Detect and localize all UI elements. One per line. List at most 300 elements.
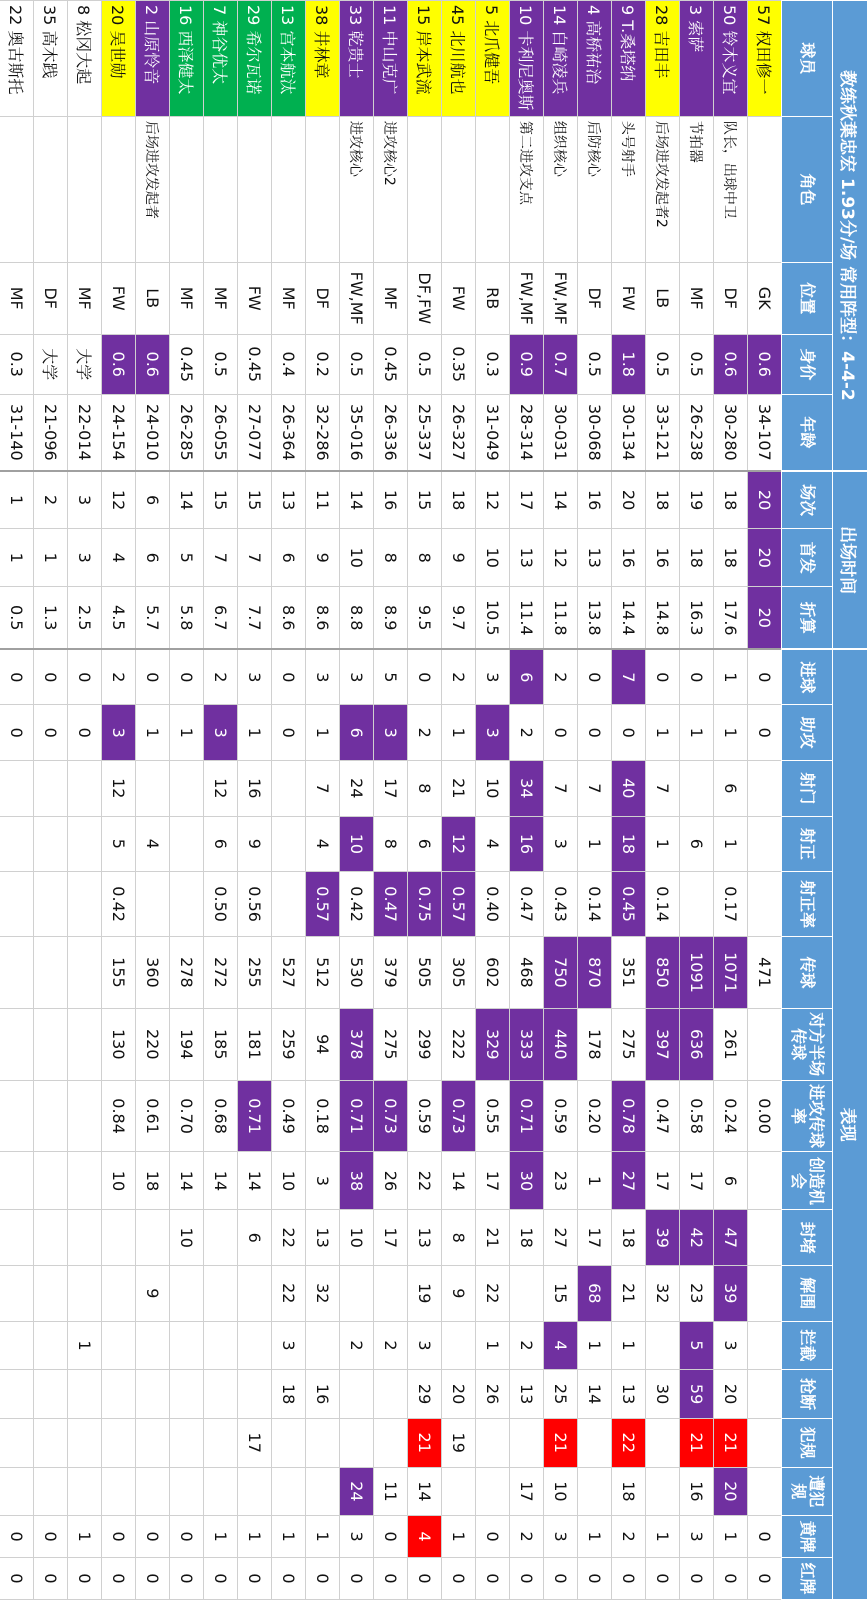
- stat-cell-role: 进攻核心: [340, 116, 374, 262]
- stat-cell-sotr: 0.47: [374, 872, 408, 937]
- table-row: [0, 1, 34, 1600]
- player-name-cell: 35 高木践: [34, 1, 68, 117]
- stat-cell-atkr: [68, 1080, 102, 1152]
- stat-cell-sot: 12: [442, 816, 476, 872]
- stat-cell-sotr: 0.50: [204, 872, 238, 937]
- player-name-cell: 8 松冈大起: [68, 1, 102, 117]
- stat-cell-shots: [272, 760, 306, 816]
- stat-cell-rc: 0: [748, 1557, 782, 1599]
- column-header: 射正: [782, 816, 833, 872]
- stat-cell-passes: 527: [272, 937, 306, 1009]
- stat-cell-age: 31-049: [476, 394, 510, 471]
- stat-cell-shots: [136, 760, 170, 816]
- stat-cell-sotr: 0.75: [408, 872, 442, 937]
- stat-cell-yc: 4: [408, 1516, 442, 1558]
- stat-cell-val: 0.6: [102, 334, 136, 394]
- stat-cell-sotr: 0.57: [442, 872, 476, 937]
- stat-cell-sot: [748, 816, 782, 872]
- stat-cell-passes: 602: [476, 937, 510, 1009]
- stat-cell-age: 21-096: [34, 394, 68, 471]
- stat-cell-clear: [748, 1266, 782, 1322]
- stat-cell-atkr: 0.49: [272, 1080, 306, 1152]
- stat-cell-clear: [170, 1266, 204, 1322]
- stat-cell-sot: 8: [374, 816, 408, 872]
- stat-cell-atkr: 0.58: [680, 1080, 714, 1152]
- stat-cell-tackles: [204, 1370, 238, 1419]
- stat-cell-clear: [102, 1266, 136, 1322]
- stat-cell-starts: 1: [34, 529, 68, 587]
- stat-cell-opphalf: 440: [544, 1008, 578, 1080]
- stat-cell-shots: [34, 760, 68, 816]
- stat-cell-pos: FW,MF: [340, 262, 374, 334]
- stat-cell-yc: 1: [238, 1516, 272, 1558]
- table-row: [68, 1, 102, 1600]
- table-row: [374, 1, 408, 1600]
- stat-cell-role: 进攻核心2: [374, 116, 408, 262]
- stat-cell-starts: 1: [0, 529, 34, 587]
- stat-cell-clear: 32: [646, 1266, 680, 1322]
- stat-cell-role: [238, 116, 272, 262]
- stat-cell-chances: [748, 1152, 782, 1210]
- stat-cell-shots: 16: [238, 760, 272, 816]
- stat-cell-apps: 15: [238, 471, 272, 529]
- stat-cell-sot: [34, 816, 68, 872]
- header-row-columns: [782, 1, 833, 1600]
- stat-cell-age: 34-107: [748, 394, 782, 471]
- stat-cell-atkr: 0.68: [204, 1080, 238, 1152]
- stat-cell-tackles: [0, 1370, 34, 1419]
- stat-cell-inter: 4: [544, 1321, 578, 1370]
- stat-cell-sotr: 0.43: [544, 872, 578, 937]
- stat-cell-sotr: [170, 872, 204, 937]
- stat-cell-atkr: 0.59: [408, 1080, 442, 1152]
- stat-cell-fouls: [748, 1418, 782, 1467]
- player-name-cell: 10 卡利尼奥斯: [510, 1, 544, 117]
- stat-cell-age: 27-077: [238, 394, 272, 471]
- stat-cell-clear: [0, 1266, 34, 1322]
- stat-cell-sot: 4: [476, 816, 510, 872]
- stat-cell-fouls: 21: [544, 1418, 578, 1467]
- stat-cell-fouled: [272, 1467, 306, 1516]
- stat-cell-inter: 5: [680, 1321, 714, 1370]
- stat-cell-fouled: [34, 1467, 68, 1516]
- column-header: 对方半场传球: [782, 1008, 833, 1080]
- stat-cell-pos: RB: [476, 262, 510, 334]
- stat-cell-inter: 3: [714, 1321, 748, 1370]
- stat-cell-opphalf: 378: [340, 1008, 374, 1080]
- stat-cell-inter: 2: [510, 1321, 544, 1370]
- table-row: [612, 1, 646, 1600]
- table-row: [476, 1, 510, 1600]
- stat-cell-sot: 5: [102, 816, 136, 872]
- stat-cell-atkr: [0, 1080, 34, 1152]
- stat-cell-shots: 6: [714, 760, 748, 816]
- stat-cell-rc: 0: [34, 1557, 68, 1599]
- stat-cell-rc: 0: [68, 1557, 102, 1599]
- stat-cell-blocks: 13: [408, 1210, 442, 1266]
- column-header: 拦截: [782, 1321, 833, 1370]
- stat-cell-sotr: [748, 872, 782, 937]
- stat-cell-opphalf: 261: [714, 1008, 748, 1080]
- stat-cell-starts: 3: [68, 529, 102, 587]
- stat-cell-sot: 1: [578, 816, 612, 872]
- stat-cell-role: 队长，出球中卫: [714, 116, 748, 262]
- stat-cell-fouled: 10: [544, 1467, 578, 1516]
- stat-cell-pos: FW: [102, 262, 136, 334]
- stat-cell-val: 大学: [34, 334, 68, 394]
- stat-cell-opphalf: 397: [646, 1008, 680, 1080]
- stat-cell-assists: 1: [646, 705, 680, 761]
- stat-cell-pos: MF: [0, 262, 34, 334]
- stat-cell-goals: 2: [544, 649, 578, 705]
- stat-cell-passes: 351: [612, 937, 646, 1009]
- stat-cell-fouls: 22: [612, 1418, 646, 1467]
- stat-cell-inter: 3: [272, 1321, 306, 1370]
- stat-cell-fouled: [306, 1467, 340, 1516]
- stat-cell-starts: 10: [340, 529, 374, 587]
- table-row: [646, 1, 680, 1600]
- stat-cell-yc: 0: [136, 1516, 170, 1558]
- stat-cell-inter: [646, 1321, 680, 1370]
- stat-cell-val: 1.8: [612, 334, 646, 394]
- stat-cell-fouls: [374, 1418, 408, 1467]
- stat-cell-rc: 0: [646, 1557, 680, 1599]
- stat-cell-goals: 3: [306, 649, 340, 705]
- stat-cell-age: 26-327: [442, 394, 476, 471]
- stat-cell-apps: 15: [204, 471, 238, 529]
- stat-cell-clear: 68: [578, 1266, 612, 1322]
- stat-cell-goals: 0: [578, 649, 612, 705]
- stat-cell-goals: 0: [680, 649, 714, 705]
- stat-cell-fouled: [136, 1467, 170, 1516]
- stat-cell-starts: 10: [476, 529, 510, 587]
- stat-cell-starts: 4: [102, 529, 136, 587]
- stat-cell-atkr: 0.24: [714, 1080, 748, 1152]
- stat-cell-sotr: [68, 872, 102, 937]
- stat-cell-inter: [136, 1321, 170, 1370]
- stat-cell-val: 0.5: [340, 334, 374, 394]
- stat-cell-opphalf: 329: [476, 1008, 510, 1080]
- stat-cell-starts: 7: [238, 529, 272, 587]
- column-header: 封堵: [782, 1210, 833, 1266]
- stat-cell-age: 30-280: [714, 394, 748, 471]
- stat-cell-sotr: 0.14: [646, 872, 680, 937]
- stat-cell-inter: [442, 1321, 476, 1370]
- column-header: 进攻传球率: [782, 1080, 833, 1152]
- stat-cell-atkr: 0.70: [170, 1080, 204, 1152]
- stat-cell-assists: 1: [170, 705, 204, 761]
- stat-cell-conv: 14.4: [612, 587, 646, 650]
- stat-cell-blocks: 8: [442, 1210, 476, 1266]
- column-header: 遭犯规: [782, 1467, 833, 1516]
- stat-cell-sotr: 0.42: [340, 872, 374, 937]
- stat-cell-val: 0.45: [374, 334, 408, 394]
- stat-cell-sot: 4: [136, 816, 170, 872]
- stat-cell-fouls: [476, 1418, 510, 1467]
- stat-cell-pos: MF: [68, 262, 102, 334]
- stat-cell-shots: 24: [340, 760, 374, 816]
- stat-cell-chances: 10: [272, 1152, 306, 1210]
- stat-cell-rc: 0: [612, 1557, 646, 1599]
- stat-cell-blocks: 17: [374, 1210, 408, 1266]
- player-name-cell: 45 北川航也: [442, 1, 476, 117]
- table-row: [170, 1, 204, 1600]
- stat-cell-fouls: [272, 1418, 306, 1467]
- player-name-cell: 28 吉田丰: [646, 1, 680, 117]
- player-name-cell: 2 山原怜音: [136, 1, 170, 117]
- stat-cell-inter: [238, 1321, 272, 1370]
- column-header: 抢断: [782, 1370, 833, 1419]
- player-name-cell: 20 吴世勋: [102, 1, 136, 117]
- stat-cell-sot: 9: [238, 816, 272, 872]
- stat-cell-val: 0.2: [306, 334, 340, 394]
- stat-cell-val: 0.5: [204, 334, 238, 394]
- stat-cell-tackles: 26: [476, 1370, 510, 1419]
- stat-cell-val: 大学: [68, 334, 102, 394]
- stat-cell-tackles: 20: [442, 1370, 476, 1419]
- coach-title: 教练秋葉忠宏 1.93分/场 常用阵型：4-4-2: [833, 1, 868, 471]
- stat-cell-inter: 3: [408, 1321, 442, 1370]
- stat-cell-tackles: 59: [680, 1370, 714, 1419]
- stat-cell-sot: [272, 816, 306, 872]
- stat-cell-fouls: [306, 1418, 340, 1467]
- player-name-cell: 4 高桥祐治: [578, 1, 612, 117]
- stat-cell-apps: 14: [544, 471, 578, 529]
- stat-cell-opphalf: 636: [680, 1008, 714, 1080]
- stat-cell-opphalf: 185: [204, 1008, 238, 1080]
- stat-cell-age: 28-314: [510, 394, 544, 471]
- group-time-header: 出场时间: [833, 471, 868, 649]
- stat-cell-conv: 1.3: [34, 587, 68, 650]
- column-header: 位置: [782, 262, 833, 334]
- stat-cell-conv: 8.6: [306, 587, 340, 650]
- stat-cell-fouled: [476, 1467, 510, 1516]
- stat-cell-chances: 22: [408, 1152, 442, 1210]
- stat-cell-inter: 1: [578, 1321, 612, 1370]
- stat-cell-tackles: 30: [646, 1370, 680, 1419]
- stat-cell-rc: 0: [544, 1557, 578, 1599]
- stat-cell-inter: 2: [374, 1321, 408, 1370]
- stat-cell-assists: 2: [408, 705, 442, 761]
- stat-cell-fouls: 21: [680, 1418, 714, 1467]
- stat-cell-tackles: [340, 1370, 374, 1419]
- stat-cell-clear: [68, 1266, 102, 1322]
- player-name-cell: 13 宫本航汰: [272, 1, 306, 117]
- stat-cell-assists: 1: [680, 705, 714, 761]
- stat-cell-pos: MF: [680, 262, 714, 334]
- stat-cell-assists: 3: [204, 705, 238, 761]
- stat-cell-yc: 3: [680, 1516, 714, 1558]
- stat-cell-passes: 471: [748, 937, 782, 1009]
- stat-cell-atkr: 0.47: [646, 1080, 680, 1152]
- stat-cell-age: 30-031: [544, 394, 578, 471]
- column-header: 射门: [782, 760, 833, 816]
- stat-cell-passes: 155: [102, 937, 136, 1009]
- stat-cell-yc: 3: [544, 1516, 578, 1558]
- stat-cell-fouled: [578, 1467, 612, 1516]
- stat-cell-conv: 11.8: [544, 587, 578, 650]
- stat-cell-fouls: 21: [408, 1418, 442, 1467]
- stat-cell-sotr: [0, 872, 34, 937]
- table-row: [340, 1, 374, 1600]
- stat-cell-atkr: 0.73: [374, 1080, 408, 1152]
- stat-cell-fouls: [204, 1418, 238, 1467]
- stat-cell-role: [476, 116, 510, 262]
- stat-cell-conv: 11.4: [510, 587, 544, 650]
- table-row: [204, 1, 238, 1600]
- stat-cell-inter: 1: [612, 1321, 646, 1370]
- stat-cell-sotr: 0.56: [238, 872, 272, 937]
- stat-cell-shots: [680, 760, 714, 816]
- stat-cell-apps: 18: [442, 471, 476, 529]
- stat-cell-role: [102, 116, 136, 262]
- stat-cell-fouls: [102, 1418, 136, 1467]
- stat-cell-apps: 18: [714, 471, 748, 529]
- stat-cell-role: 第二进攻支点: [510, 116, 544, 262]
- player-name-cell: 7 神谷优太: [204, 1, 238, 117]
- stat-cell-yc: 1: [714, 1516, 748, 1558]
- stat-cell-shots: 17: [374, 760, 408, 816]
- stat-cell-sot: 1: [646, 816, 680, 872]
- stat-cell-age: 30-134: [612, 394, 646, 471]
- stat-cell-tackles: [374, 1370, 408, 1419]
- stat-cell-apps: 14: [170, 471, 204, 529]
- stat-cell-tackles: [748, 1370, 782, 1419]
- stat-cell-starts: 8: [374, 529, 408, 587]
- player-name-cell: 29 希尔瓦诺: [238, 1, 272, 117]
- stat-cell-tackles: [68, 1370, 102, 1419]
- stat-cell-goals: 5: [374, 649, 408, 705]
- stat-cell-role: 后场进攻发起者: [136, 116, 170, 262]
- stat-cell-fouls: [136, 1418, 170, 1467]
- stat-cell-opphalf: 333: [510, 1008, 544, 1080]
- stat-cell-starts: 13: [578, 529, 612, 587]
- stat-cell-shots: 34: [510, 760, 544, 816]
- stat-cell-tackles: [136, 1370, 170, 1419]
- stat-cell-chances: 17: [646, 1152, 680, 1210]
- stat-cell-rc: 0: [306, 1557, 340, 1599]
- stat-cell-atkr: 0.78: [612, 1080, 646, 1152]
- stat-cell-starts: 9: [442, 529, 476, 587]
- player-name-cell: 3 索萨: [680, 1, 714, 117]
- stat-cell-yc: 1: [646, 1516, 680, 1558]
- stat-cell-age: 26-055: [204, 394, 238, 471]
- stat-cell-sotr: [680, 872, 714, 937]
- stat-cell-passes: 360: [136, 937, 170, 1009]
- stat-cell-role: [272, 116, 306, 262]
- stat-cell-val: 0.5: [680, 334, 714, 394]
- column-header: 球员: [782, 1, 833, 117]
- stat-cell-opphalf: [748, 1008, 782, 1080]
- column-header: 折算: [782, 587, 833, 650]
- stat-cell-inter: [306, 1321, 340, 1370]
- stat-cell-fouls: 17: [238, 1418, 272, 1467]
- stat-cell-yc: 1: [68, 1516, 102, 1558]
- stat-cell-apps: 6: [136, 471, 170, 529]
- stat-cell-conv: 7.7: [238, 587, 272, 650]
- stat-cell-passes: 750: [544, 937, 578, 1009]
- stat-cell-role: [306, 116, 340, 262]
- table-row: [578, 1, 612, 1600]
- stat-cell-passes: 870: [578, 937, 612, 1009]
- stat-cell-yc: 1: [442, 1516, 476, 1558]
- header-row-groups: [833, 1, 868, 1600]
- stat-cell-blocks: [68, 1210, 102, 1266]
- player-name-cell: 5 北爪健吾: [476, 1, 510, 117]
- stat-cell-sotr: [272, 872, 306, 937]
- stat-cell-assists: 0: [612, 705, 646, 761]
- stat-cell-fouled: [68, 1467, 102, 1516]
- stat-cell-apps: 18: [646, 471, 680, 529]
- table-row: [748, 1, 782, 1600]
- stat-cell-starts: 7: [204, 529, 238, 587]
- stat-cell-assists: 1: [238, 705, 272, 761]
- stat-cell-passes: 272: [204, 937, 238, 1009]
- stat-cell-shots: [170, 760, 204, 816]
- stat-cell-rc: 0: [238, 1557, 272, 1599]
- stat-cell-atkr: 0.00: [748, 1080, 782, 1152]
- stat-cell-opphalf: 181: [238, 1008, 272, 1080]
- stat-cell-starts: 6: [136, 529, 170, 587]
- stat-cell-starts: 8: [408, 529, 442, 587]
- stat-cell-assists: 2: [510, 705, 544, 761]
- stat-cell-opphalf: 299: [408, 1008, 442, 1080]
- stat-cell-role: [68, 116, 102, 262]
- stat-cell-shots: 12: [204, 760, 238, 816]
- stat-cell-val: 0.3: [0, 334, 34, 394]
- stat-cell-atkr: 0.20: [578, 1080, 612, 1152]
- stat-cell-tackles: [238, 1370, 272, 1419]
- stat-cell-conv: 5.7: [136, 587, 170, 650]
- stat-cell-clear: 15: [544, 1266, 578, 1322]
- stat-cell-shots: 21: [442, 760, 476, 816]
- stat-cell-pos: DF: [306, 262, 340, 334]
- stat-cell-fouls: [68, 1418, 102, 1467]
- stat-cell-goals: 0: [34, 649, 68, 705]
- stat-cell-inter: [102, 1321, 136, 1370]
- stat-cell-fouls: 19: [442, 1418, 476, 1467]
- stat-cell-inter: [748, 1321, 782, 1370]
- stat-cell-clear: 23: [680, 1266, 714, 1322]
- stat-cell-val: 0.6: [714, 334, 748, 394]
- stat-cell-pos: FW,MF: [544, 262, 578, 334]
- stat-cell-sot: 10: [340, 816, 374, 872]
- stat-cell-age: 24-010: [136, 394, 170, 471]
- stat-cell-rc: 0: [102, 1557, 136, 1599]
- stat-cell-fouls: [578, 1418, 612, 1467]
- stat-cell-assists: 6: [340, 705, 374, 761]
- stat-cell-tackles: 14: [578, 1370, 612, 1419]
- stat-cell-assists: 3: [476, 705, 510, 761]
- stat-cell-apps: 16: [374, 471, 408, 529]
- stat-cell-val: 0.5: [408, 334, 442, 394]
- stat-cell-goals: 2: [442, 649, 476, 705]
- stat-cell-blocks: [102, 1210, 136, 1266]
- stat-cell-chances: 14: [238, 1152, 272, 1210]
- stat-cell-passes: 850: [646, 937, 680, 1009]
- stat-cell-val: 0.5: [578, 334, 612, 394]
- stat-cell-assists: 0: [0, 705, 34, 761]
- stat-cell-pos: MF: [374, 262, 408, 334]
- stat-cell-passes: 468: [510, 937, 544, 1009]
- stat-cell-opphalf: 222: [442, 1008, 476, 1080]
- player-name-cell: 22 奥古斯托: [0, 1, 34, 117]
- stat-cell-conv: 16.3: [680, 587, 714, 650]
- stat-cell-passes: 305: [442, 937, 476, 1009]
- stat-cell-fouls: [340, 1418, 374, 1467]
- stat-cell-clear: [510, 1266, 544, 1322]
- stat-cell-chances: [68, 1152, 102, 1210]
